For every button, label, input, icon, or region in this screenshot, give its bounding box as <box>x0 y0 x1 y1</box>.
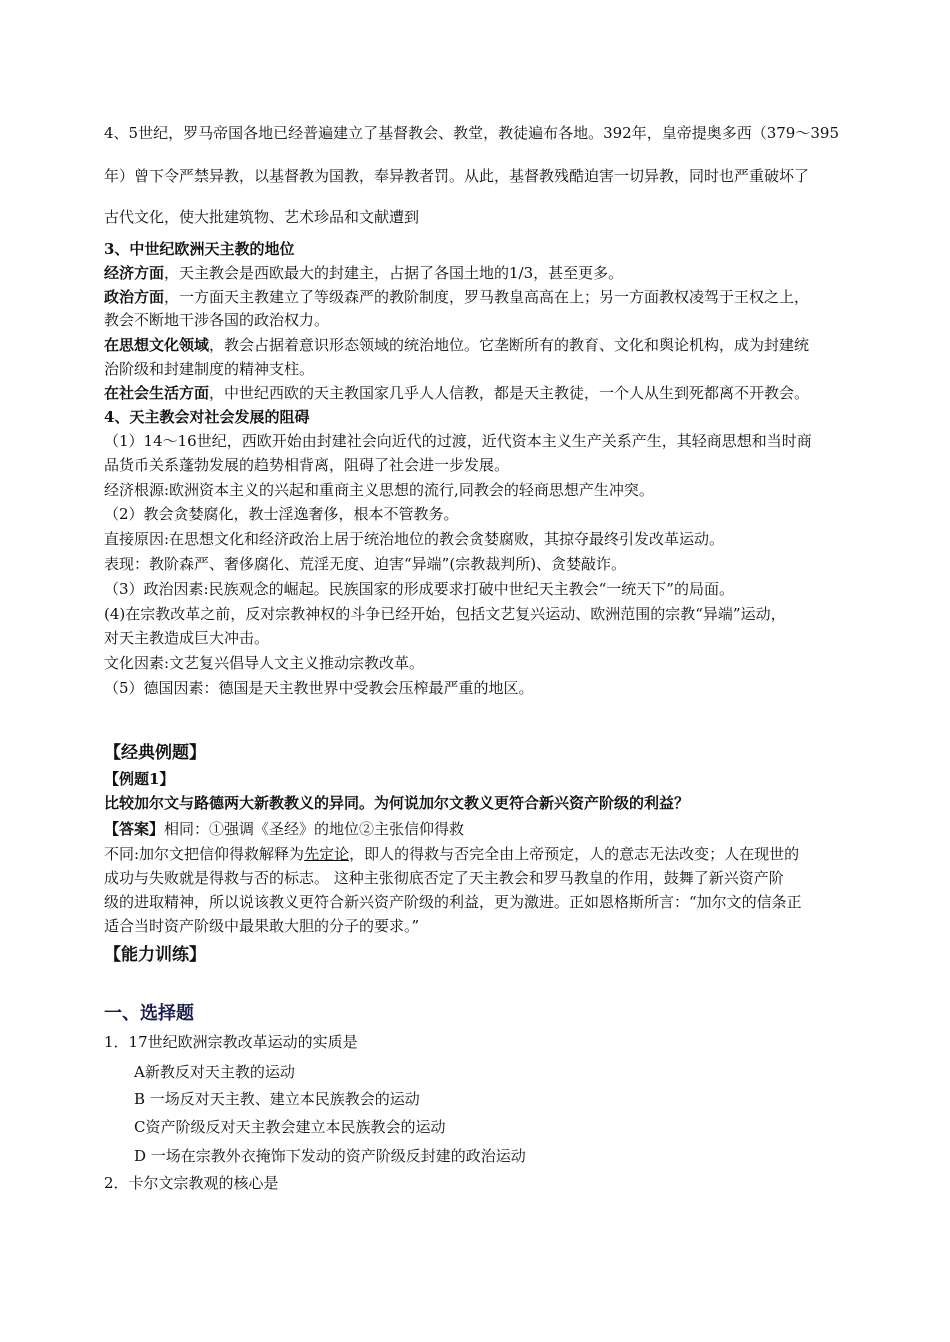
answer-diff-line-3: 级的进取精神，所以说该教义更符合新兴资产阶级的利益，更为激进。正如恩格斯所言：“加尔文的信条正 <box>104 893 802 911</box>
examples-heading: 【经典例题】 <box>104 743 206 763</box>
answer-diff-line-1 <box>104 843 799 865</box>
question-1-option-d: D 一场在宗教外衣掩饰下发动的资产阶级反封建的政治运动 <box>134 1147 526 1165</box>
pol-label: 政治方面 <box>104 288 165 306</box>
intro-line-2: 年）曾下令严禁异教，以基督教为国教，奉异教者罚。从此，基督教残酷迫害一切异教，同时也严重破坏了 <box>104 167 810 185</box>
obstacle-p7-line-2: 对天主教造成巨大冲击。 <box>104 629 270 647</box>
obstacle-heading: 4、天主教会对社会发展的阻碍 <box>104 408 310 426</box>
obstacle-p1-line-1: （1）14～16世纪，西欧开始由封建社会向近代的过渡，近代资本主义生产关系产生，其轻商思想和当时商 <box>104 432 812 450</box>
answer-diff-line-4: 适合当时资产阶级中最果敢大胆的分子的要求。” <box>104 917 420 935</box>
question-1-option-c: C资产阶级反对天主教会建立本民族教会的运动 <box>134 1118 446 1136</box>
thought-label: 在思想文化领域 <box>104 336 210 354</box>
example-question: 比较加尔文与路德两大新教教义的异同。为何说加尔文教义更符合新兴资产阶级的利益？ <box>104 794 690 812</box>
obstacle-p6: （3）政治因素:民族观念的崛起。民族国家的形成要求打破中世纪天主教会“一统天下”的局面。 <box>104 580 734 598</box>
obstacle-p8: 文化因素:文艺复兴倡导人文主义推动宗教改革。 <box>104 654 425 672</box>
pol-paragraph-line-1 <box>104 286 809 308</box>
answer-label: 【答案】 <box>104 820 165 838</box>
question-1-option-a: A新教反对天主教的运动 <box>134 1063 295 1081</box>
section-heading: 一、选择题 <box>104 1003 194 1024</box>
question-1: 1．17世纪欧洲宗教改革运动的实质是 <box>104 1033 358 1051</box>
intro-line-1: 4、5世纪，罗马帝国各地已经普遍建立了基督教会、教堂，教徒遍布各地。392年，皇帝提奥多西（379～395 <box>104 124 839 142</box>
example-label: 【例题1】 <box>104 770 175 788</box>
obstacle-p3: （2）教会贪婪腐化，教士淫逸奢侈，根本不管教务。 <box>104 505 459 523</box>
social-text: ，中世纪西欧的天主教国家几乎人人信教，都是天主教徒，一个人从生到死都离不开教会。 <box>209 384 810 402</box>
econ-text: ，天主教会是西欧最大的封建主，占据了各国土地的1/3，甚至更多。 <box>164 264 624 282</box>
obstacle-p2: 经济根源:欧洲资本主义的兴起和重商主义思想的流行,同教会的轻商思想产生冲突。 <box>104 481 654 499</box>
diff-text-b: ，即人的得救与否完全由上帝预定，人的意志无法改变；人在现世的 <box>349 845 800 863</box>
social-paragraph <box>104 382 809 404</box>
answer-line-1 <box>104 818 464 840</box>
question-1-option-b: B 一场反对天主教、建立本民族教会的运动 <box>134 1090 420 1108</box>
econ-label: 经济方面 <box>104 264 165 282</box>
diff-text-a: 不同:加尔文把信仰得救解释为 <box>104 845 305 863</box>
econ-paragraph <box>104 262 623 284</box>
obstacle-p7-line-1: (4)在宗教改革之前，反对宗教神权的斗争已经开始，包括文艺复兴运动、欧洲范围的宗教“异端”运动， <box>104 605 786 623</box>
training-heading: 【能力训练】 <box>104 945 206 965</box>
pol-paragraph-line-2: 教会不断地干涉各国的政治权力。 <box>104 311 330 329</box>
answer-diff-line-2: 成功与失败就是得救与否的标志。 这种主张彻底否定了天主教会和罗马教皇的作用，鼓舞了新兴资产阶 <box>104 869 784 887</box>
predestination-term: 先定论 <box>304 845 350 863</box>
obstacle-p5: 表现：教阶森严、奢侈腐化、荒淫无度、迫害“异端”(宗教裁判所)、贪婪敲诈。 <box>104 555 627 573</box>
obstacle-p4: 直接原因:在思想文化和经济政治上居于统治地位的教会贪婪腐败，其掠夺最终引发改革运动。 <box>104 530 725 548</box>
status-heading: 3、中世纪欧洲天主教的地位 <box>104 240 295 258</box>
pol-text-1: ，一方面天主教建立了等级森严的教阶制度，罗马教皇高高在上；另一方面教权凌驾于王权之上， <box>164 288 810 306</box>
thought-paragraph-line-1 <box>104 334 809 356</box>
intro-line-3: 古代文化，使大批建筑物、艺术珍品和文献遭到 <box>104 208 420 226</box>
answer-same: 相同：①强调《圣经》的地位②主张信仰得救 <box>164 820 465 838</box>
obstacle-p9: （5）德国因素：德国是天主教世界中受教会压榨最严重的地区。 <box>104 679 534 697</box>
social-label: 在社会生活方面 <box>104 384 210 402</box>
question-2: 2．卡尔文宗教观的核心是 <box>104 1174 279 1192</box>
thought-text-1: ，教会占据着意识形态领域的统治地位。它垄断所有的教育、文化和舆论机构，成为封建统 <box>209 336 810 354</box>
thought-paragraph-line-2: 治阶级和封建制度的精神支柱。 <box>104 360 315 378</box>
obstacle-p1-line-2: 品货币关系蓬勃发展的趋势相背离，阻碍了社会进一步发展。 <box>104 456 510 474</box>
